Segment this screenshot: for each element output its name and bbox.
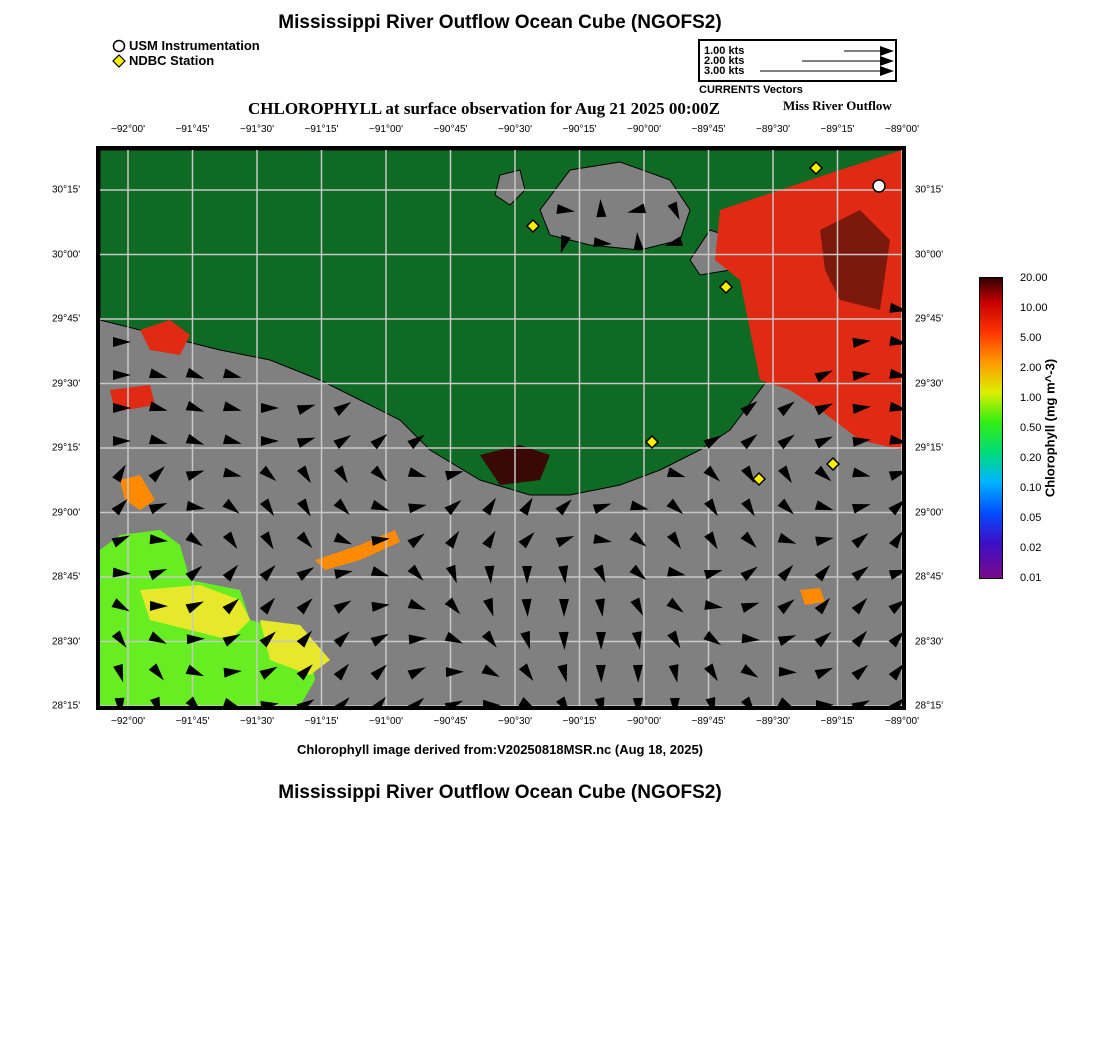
lon-tick-9: −89°45' <box>691 716 726 727</box>
lon-tick-5: −90°45' <box>433 124 468 135</box>
lat-tick-4: 29°15' <box>915 442 944 454</box>
lon-tick-5: −90°45' <box>433 716 468 727</box>
lon-tick-2: −91°30' <box>240 716 274 727</box>
lat-tick-6: 28°45' <box>52 571 81 583</box>
lon-tick-1: −91°45' <box>175 124 210 135</box>
lon-tick-0: −92°00' <box>111 124 145 135</box>
lon-tick-3: −91°15' <box>304 124 339 135</box>
colorbar-label-3: 2.00 <box>1020 362 1042 374</box>
lat-tick-7: 28°30' <box>52 636 81 647</box>
lon-tick-9: −89°45' <box>691 124 726 135</box>
lat-tick-1: 30°00' <box>52 249 81 260</box>
vector-scale-box <box>698 39 897 82</box>
lat-tick-2: 29°45' <box>52 313 81 325</box>
colorbar-title: Chlorophyll (mg m^-3) <box>1042 358 1058 498</box>
lat-tick-3: 29°30' <box>52 378 81 389</box>
lon-tick-12: −89°00' <box>885 124 919 135</box>
source-note: Chlorophyll image derived from:V20250818MSR.nc (Aug 18, 2025) <box>296 742 704 757</box>
vector-scale-1: 1.00 kts <box>704 45 745 57</box>
legend-usm <box>112 38 260 53</box>
colorbar-label-5: 0.50 <box>1020 422 1042 434</box>
lon-tick-10: −89°30' <box>756 124 790 135</box>
lon-tick-11: −89°15' <box>820 716 855 727</box>
lon-tick-8: −90°00' <box>627 716 661 727</box>
lon-tick-3: −91°15' <box>304 716 339 727</box>
lon-tick-12: −89°00' <box>885 716 919 727</box>
lat-tick-1: 30°00' <box>915 249 944 260</box>
legend-usm-label: USM Instrumentation <box>129 38 260 53</box>
colorbar-label-4: 1.00 <box>1020 392 1042 404</box>
lon-tick-10: −89°30' <box>756 716 790 727</box>
usm-marker-icon <box>112 39 126 53</box>
lat-tick-5: 29°00' <box>915 507 944 518</box>
colorbar <box>979 277 1003 579</box>
bottom-title: Mississippi River Outflow Ocean Cube (NGOFS2) <box>278 782 722 803</box>
legend-ndbc-label: NDBC Station <box>129 53 215 68</box>
lon-tick-0: −92°00' <box>111 716 145 727</box>
ndbc-marker-icon <box>112 54 126 68</box>
vector-scale-2: 2.00 kts <box>704 55 745 67</box>
vector-scale-3: 3.00 kts <box>704 65 745 77</box>
colorbar-label-6: 0.20 <box>1020 452 1042 464</box>
lon-tick-4: −91°00' <box>369 716 403 727</box>
lat-tick-2: 29°45' <box>915 313 944 325</box>
colorbar-label-9: 0.02 <box>1020 542 1042 554</box>
usm-station-icon <box>873 180 885 192</box>
outflow-label: Miss River Outflow <box>783 98 892 113</box>
lon-tick-7: −90°15' <box>562 716 597 727</box>
colorbar-label-7: 0.10 <box>1020 482 1042 494</box>
map-title: Mississippi River Outflow Ocean Cube (NGOFS2) <box>278 12 722 33</box>
colorbar-label-0: 20.00 <box>1020 272 1048 284</box>
vector-caption: CURRENTS Vectors <box>699 84 803 96</box>
lat-tick-8: 28°15' <box>52 700 81 712</box>
lon-tick-6: −90°30' <box>498 716 532 727</box>
lat-tick-0: 30°15' <box>52 184 81 196</box>
colorbar-label-2: 5.00 <box>1020 332 1042 344</box>
lon-tick-8: −90°00' <box>627 124 661 135</box>
lon-tick-6: −90°30' <box>498 124 532 135</box>
lon-tick-2: −91°30' <box>240 124 274 135</box>
lon-tick-1: −91°45' <box>175 716 210 727</box>
lat-tick-8: 28°15' <box>915 700 944 712</box>
colorbar-label-10: 0.01 <box>1020 572 1042 584</box>
map-subtitle: CHLOROPHYLL at surface observation for Aug 21 2025 00:00Z <box>248 99 720 118</box>
lon-tick-7: −90°15' <box>562 124 597 135</box>
lat-tick-5: 29°00' <box>52 507 81 518</box>
lon-tick-4: −91°00' <box>369 124 403 135</box>
colorbar-label-8: 0.05 <box>1020 512 1042 524</box>
colorbar-label-1: 10.00 <box>1020 302 1048 314</box>
legend-ndbc <box>112 53 214 68</box>
lat-tick-0: 30°15' <box>915 184 944 196</box>
lon-tick-11: −89°15' <box>820 124 855 135</box>
map-canvas <box>96 146 906 710</box>
lat-tick-4: 29°15' <box>52 442 81 454</box>
vector-arrows-icon <box>700 41 895 80</box>
lat-tick-7: 28°30' <box>915 636 944 647</box>
lat-tick-3: 29°30' <box>915 378 944 389</box>
lat-tick-6: 28°45' <box>915 571 944 583</box>
